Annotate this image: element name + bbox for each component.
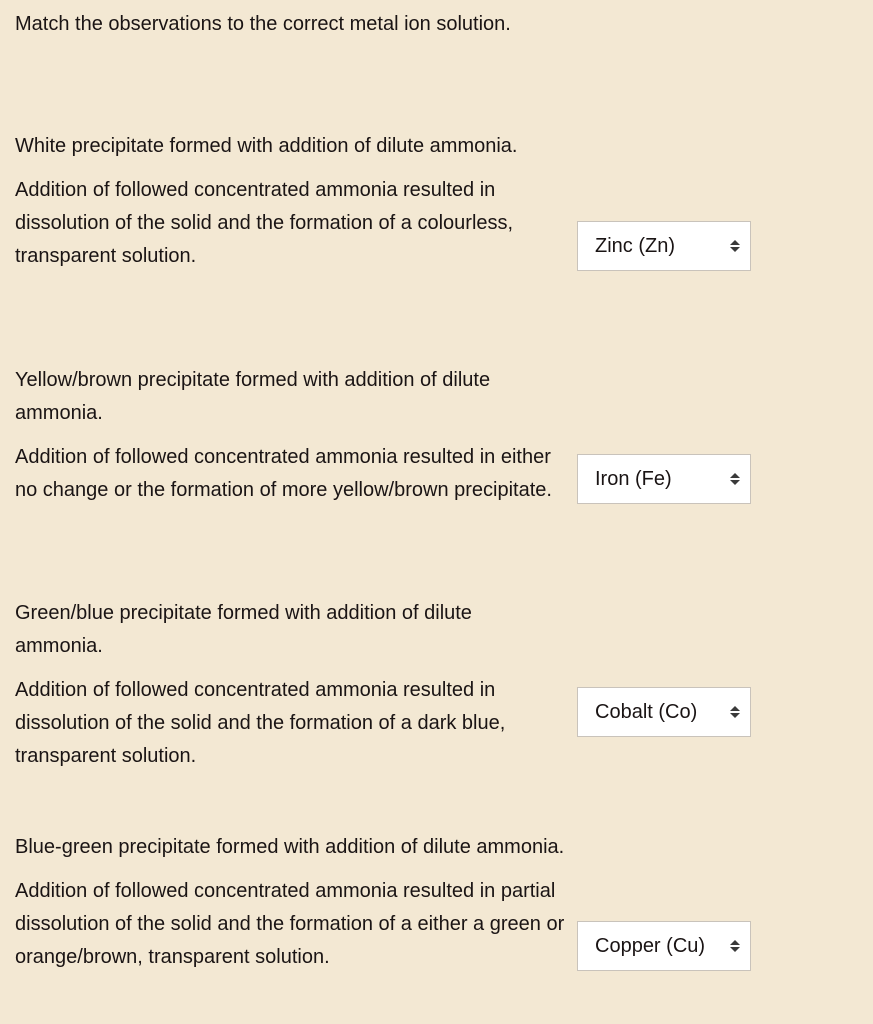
metal-select-2[interactable] [577,454,751,504]
observation-concentrated: Addition of followed concentrated ammonia resulted in dissolution of the solid and the formation of a colourless, transparent solution. [15,179,514,267]
observation-concentrated: Addition of followed concentrated ammonia resulted in either no change or the formation of more yellow/brown precipitate. [15,446,552,501]
selected-value: Copper (Cu) [595,934,706,957]
observation-dilute: Yellow/brown precipitate formed with addition of dilute ammonia. [15,369,491,424]
selected-value: Cobalt (Co) [595,700,698,723]
up-down-arrows-icon [720,706,750,718]
observation-item-zinc [15,130,565,273]
observation-dilute: Blue-green precipitate formed with addition of dilute ammonia. [15,836,565,858]
observation-dilute: White precipitate formed with addition of dilute ammonia. [15,135,518,157]
observation-concentrated: Addition of followed concentrated ammonia resulted in dissolution of the solid and the formation of a dark blue, transparent solution. [15,679,506,767]
up-down-arrows-icon [720,473,750,485]
metal-select-1[interactable] [577,221,751,271]
up-down-arrows-icon [720,240,750,252]
metal-select-3[interactable] [577,687,751,737]
observation-item-copper [15,831,565,974]
instruction-text: Match the observations to the correct metal ion solution. [15,13,511,35]
observation-dilute: Green/blue precipitate formed with addition of dilute ammonia. [15,602,472,657]
observation-item-iron [15,364,565,507]
observation-concentrated: Addition of followed concentrated ammonia resulted in partial dissolution of the solid and the formation of a either a green or orange/brown, transparent solution. [15,880,565,968]
up-down-arrows-icon [720,940,750,952]
metal-select-4[interactable] [577,921,751,971]
selected-value: Zinc (Zn) [595,234,675,257]
observation-item-cobalt [15,597,565,773]
selected-value: Iron (Fe) [595,467,672,490]
